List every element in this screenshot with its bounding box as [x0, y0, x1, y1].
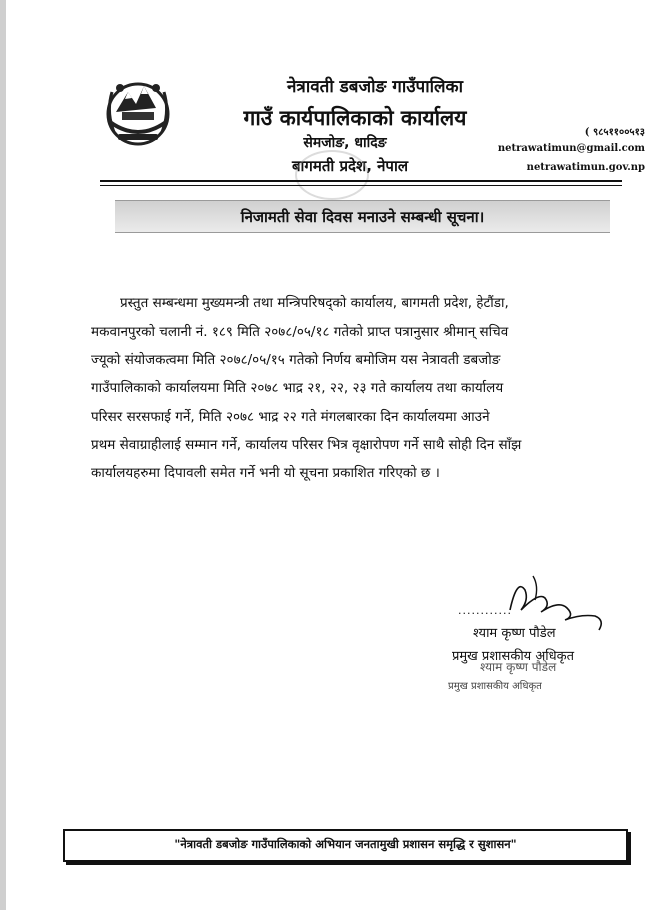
stamp-title: प्रमुख प्रशासकीय अधिकृत	[448, 681, 542, 692]
contact-email: netrawatimun@gmail.com	[497, 143, 645, 154]
body-line: गाउँपालिकाको कार्यालयमा मिति २०७८ भाद्र २१, २२, २३ गते कार्यालय तथा कार्यालय	[91, 380, 504, 396]
body-line: कार्यालयहरुमा दिपावली समेत गर्ने भनी यो सूचना प्रकाशित गरिएको छ ।	[91, 465, 440, 481]
signature-line: ............	[458, 604, 512, 617]
municipality-name: नेत्रावती डबजोङ गाउँपालिका	[287, 77, 463, 97]
body-line: प्रथम सेवाग्राहीलाई सम्मान गर्ने, कार्यालय परिसर भित्र वृक्षारोपण गर्ने साथै सोही दिन साँझ	[91, 437, 522, 453]
body-line: परिसर सरसफाई गर्ने, मिति २०७८ भाद्र २२ गते मंगलबारका दिन कार्यालयमा आउने	[91, 409, 490, 425]
body-line: मकवानपुरको चलानी नं. १८९ मिति २०७८/०५/१८ गतेको प्राप्त पत्रानुसार श्रीमान् सचिव	[91, 324, 509, 340]
office-address: सेमजोङ, धादिङ	[303, 135, 387, 151]
body-line: ज्यूको संयोजकत्वमा मिति २०७८/०५/१५ गतेको निर्णय बमोजिम यस नेत्रावती डबजोङ	[91, 352, 501, 368]
body-line: प्रस्तुत सम्बन्धमा मुख्यमन्त्री तथा मन्त्रिपरिषद्को कार्यालय, बागमती प्रदेश, हेटौंडा,	[120, 295, 509, 311]
footer-slogan-box	[63, 829, 628, 862]
notice-subject: निजामती सेवा दिवस मनाउने सम्बन्धी सूचना।	[240, 208, 485, 226]
signatory-name: श्याम कृष्ण पौडेल	[473, 626, 556, 641]
office-title: गाउँ कार्यपालिकाको कार्यालय	[243, 106, 467, 130]
contact-website: netrawatimun.gov.np	[526, 162, 645, 173]
stamp-name: श्याम कृष्ण पौडेल	[480, 660, 557, 674]
contact-phone: ( ९८५११००५१३	[584, 127, 645, 138]
office-province: बागमती प्रदेश, नेपाल	[291, 157, 409, 175]
signatory-title: प्रमुख प्रशासकीय अधिकृत	[452, 649, 575, 664]
footer-slogan: "नेत्रावती डबजोङ गाउँपालिकाको अभियान जनतामुखी प्रशासन समृद्धि र सुशासन"	[174, 837, 517, 851]
